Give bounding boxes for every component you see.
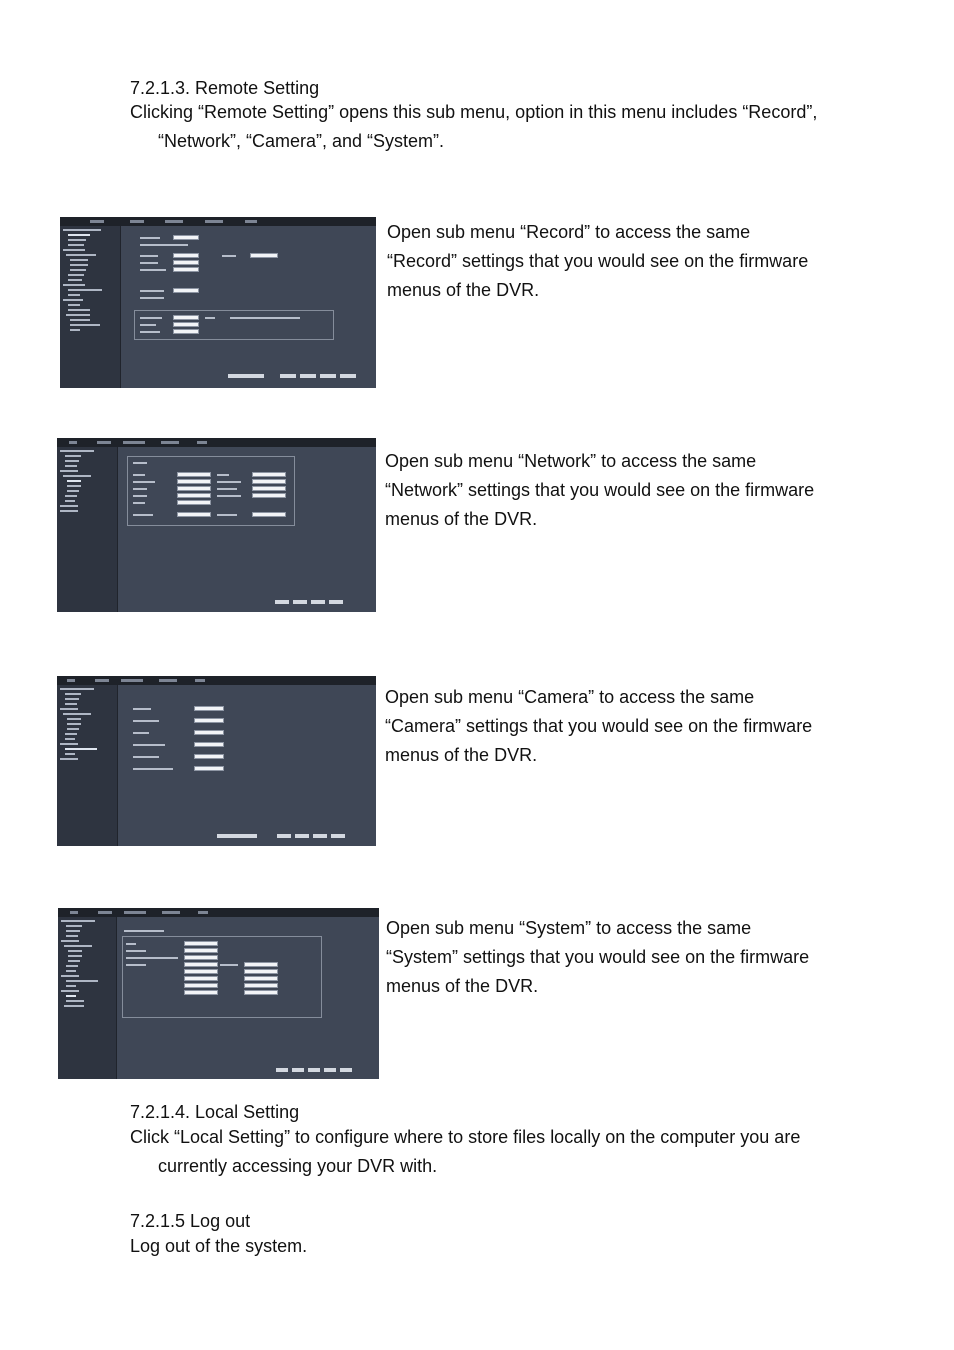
local-setting-line-1: Click “Local Setting” to configure where to store files locally on the computer you are — [130, 1127, 801, 1147]
record-submenu-description — [387, 218, 857, 305]
record-desc-line-1: Open sub menu “Record” to access the same — [387, 222, 751, 242]
local-setting-heading: 7.2.1.4. Local Setting — [130, 1102, 300, 1122]
network-desc-line-3: menus of the DVR. — [385, 509, 538, 529]
system-desc-line-3: menus of the DVR. — [386, 976, 539, 996]
system-settings-screenshot — [58, 908, 379, 1079]
local-setting-description — [130, 1123, 880, 1181]
network-desc-line-1: Open sub menu “Network” to access the same — [385, 451, 757, 471]
camera-desc-line-2: “Camera” settings that you would see on the firmware — [385, 716, 813, 736]
remote-setting-heading: 7.2.1.3. Remote Setting — [130, 78, 320, 98]
network-submenu-description — [385, 447, 855, 534]
remote-setting-line-1: Clicking “Remote Setting” opens this sub menu, option in this menu includes “Record”, — [130, 102, 818, 122]
camera-desc-line-1: Open sub menu “Camera” to access the same — [385, 687, 755, 707]
system-desc-line-2: “System” settings that you would see on the firmware — [386, 947, 810, 967]
record-settings-screenshot — [60, 217, 376, 388]
record-desc-line-2: “Record” settings that you would see on the firmware — [387, 251, 809, 271]
log-out-description: Log out of the system. — [130, 1236, 308, 1256]
local-setting-line-2: currently accessing your DVR with. — [158, 1156, 438, 1176]
camera-settings-screenshot — [57, 676, 376, 846]
remote-setting-line-2: “Network”, “Camera”, and “System”. — [158, 131, 445, 151]
network-settings-screenshot — [57, 438, 376, 612]
record-desc-line-3: menus of the DVR. — [387, 280, 540, 300]
camera-desc-line-3: menus of the DVR. — [385, 745, 538, 765]
remote-setting-description — [130, 98, 880, 156]
system-submenu-description — [386, 914, 856, 1001]
network-desc-line-2: “Network” settings that you would see on the firmware — [385, 480, 815, 500]
system-desc-line-1: Open sub menu “System” to access the same — [386, 918, 752, 938]
camera-submenu-description — [385, 683, 855, 770]
log-out-heading: 7.2.1.5 Log out — [130, 1211, 251, 1231]
